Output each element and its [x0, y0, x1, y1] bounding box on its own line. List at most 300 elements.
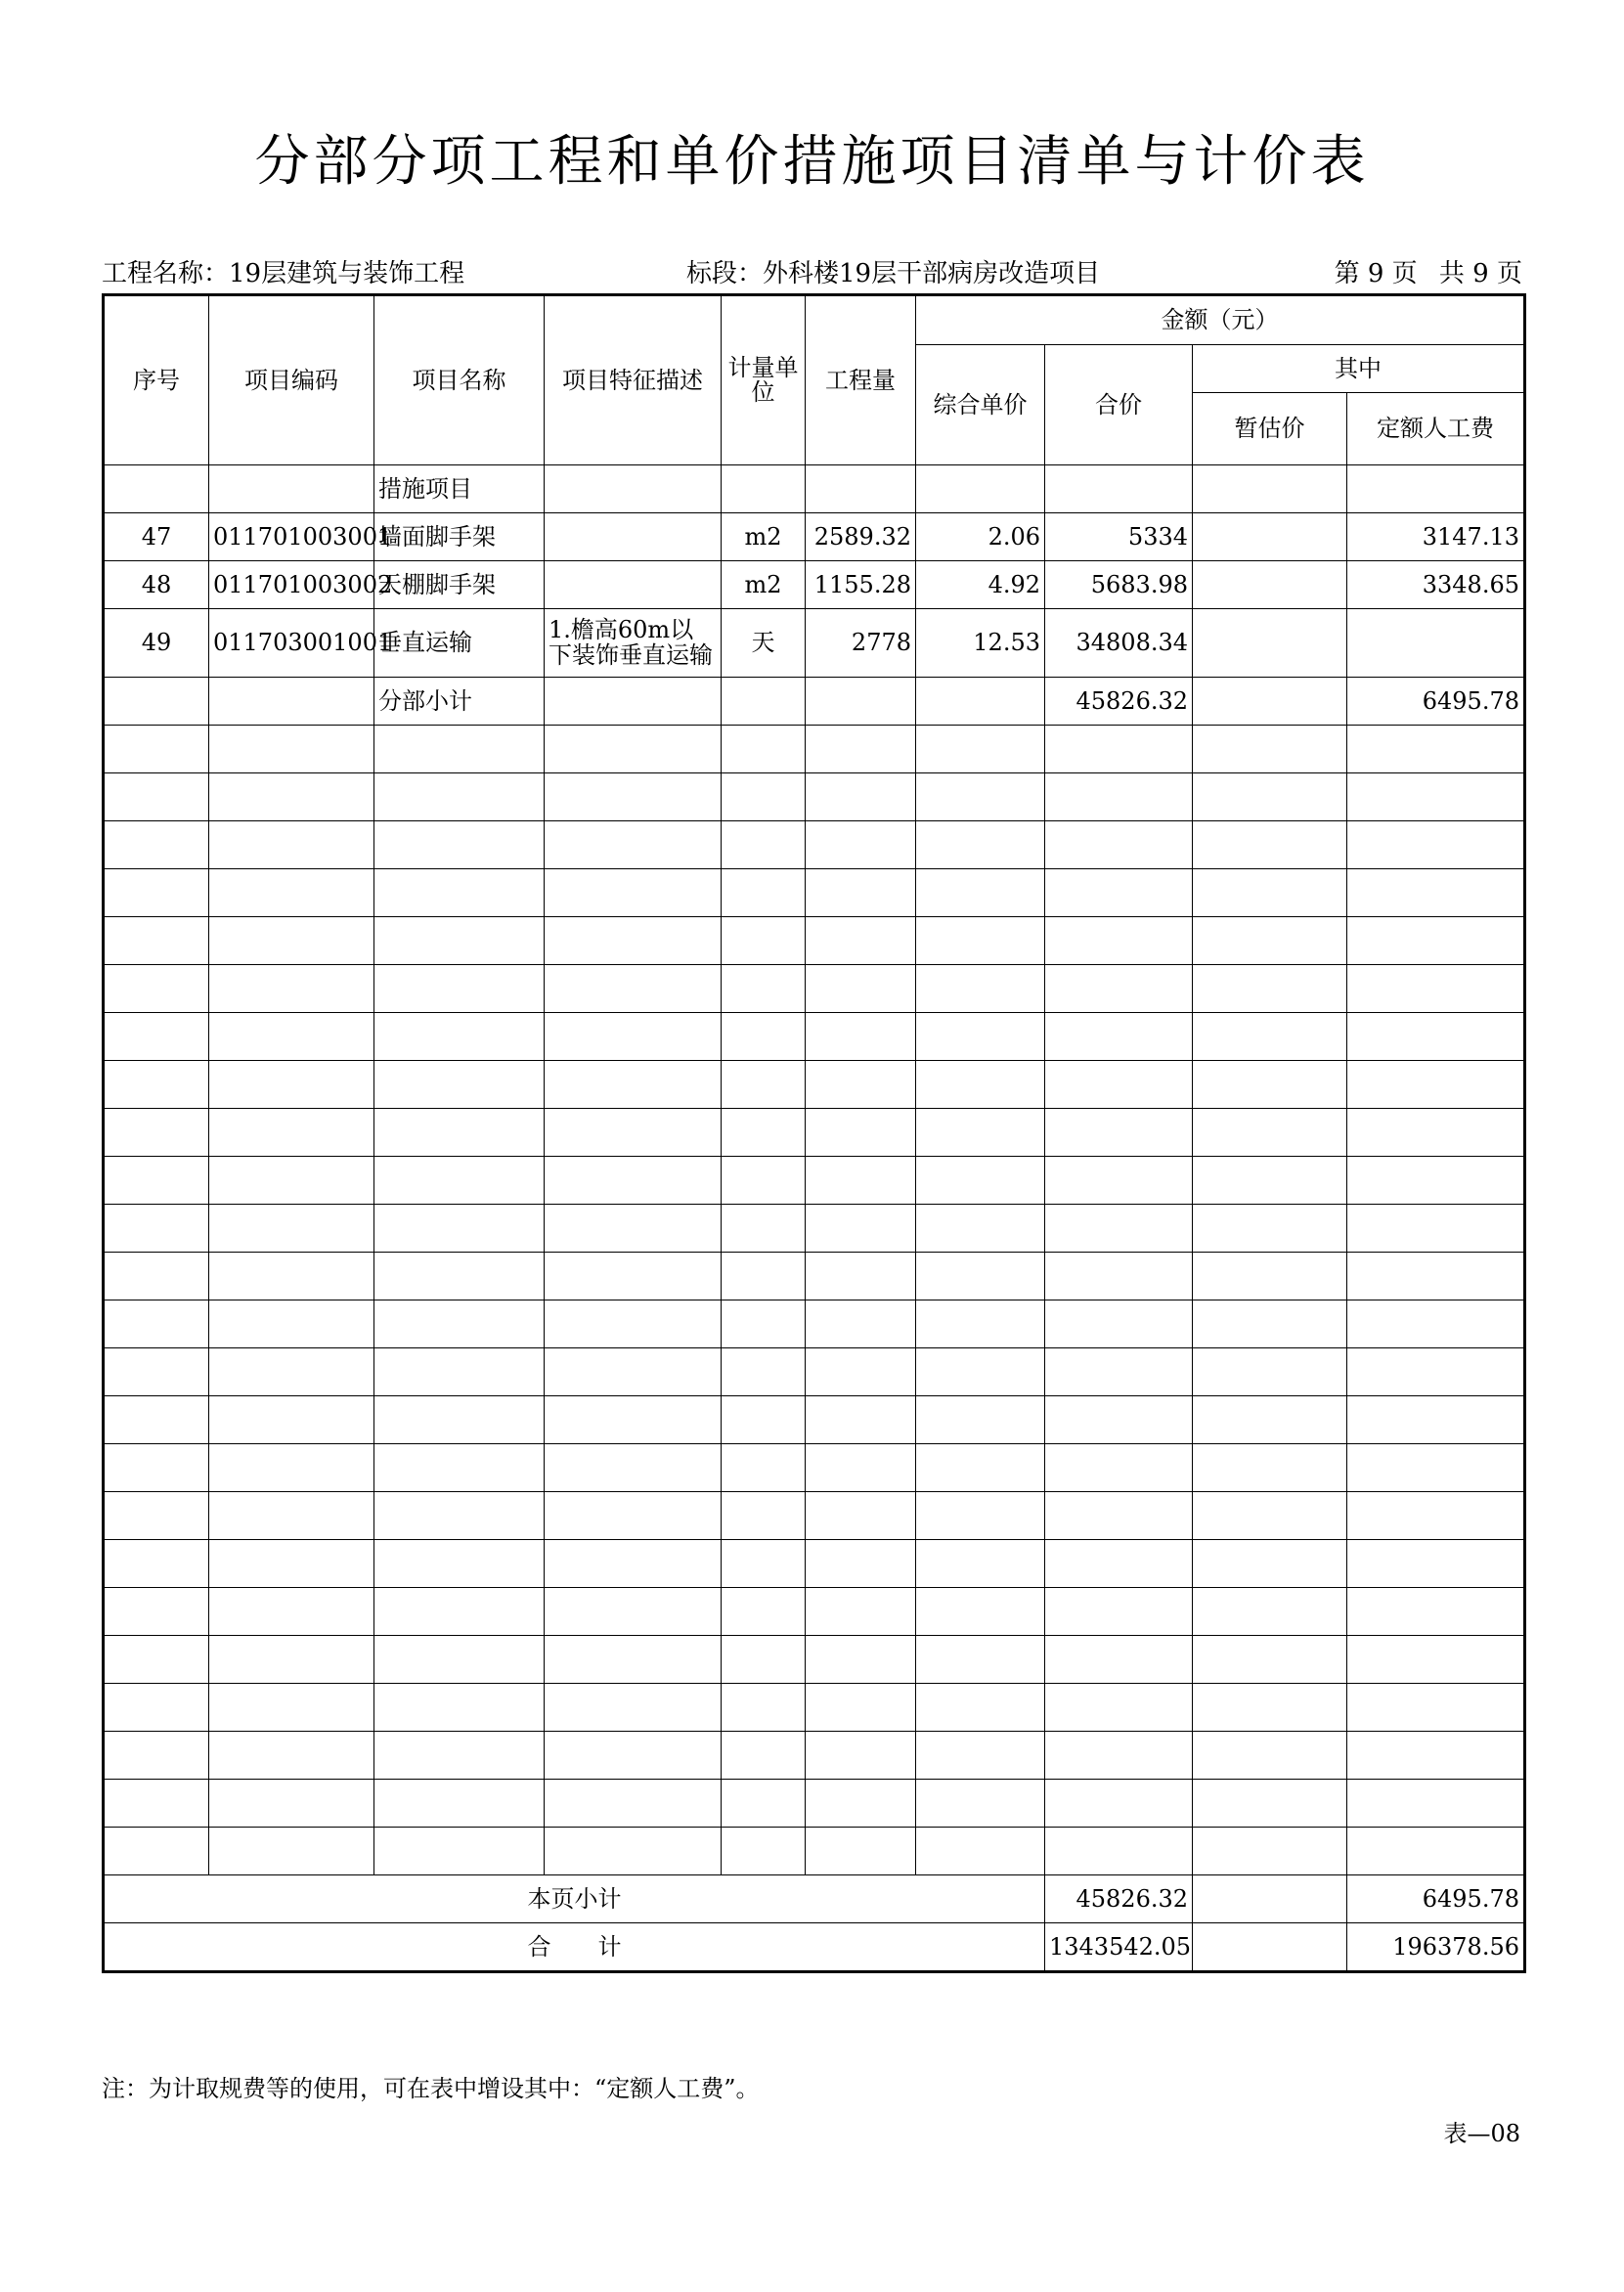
blank-cell	[806, 1013, 916, 1061]
cell-unit-price: 2.06	[916, 513, 1045, 561]
blank-cell	[545, 965, 722, 1013]
blank-cell	[1347, 1780, 1525, 1828]
page-subtotal-labor: 6495.78	[1347, 1875, 1525, 1923]
blank-cell	[722, 1348, 806, 1396]
blank-cell	[104, 821, 209, 869]
blank-cell	[722, 1588, 806, 1636]
blank-cell	[806, 1253, 916, 1300]
cell-unit-price	[916, 465, 1045, 513]
blank-cell	[104, 1444, 209, 1492]
blank-cell	[104, 773, 209, 821]
header-name: 项目名称	[374, 295, 545, 465]
blank-cell	[209, 726, 374, 773]
cell-provisional	[1193, 561, 1347, 609]
blank-cell	[374, 1588, 545, 1636]
cell-desc	[545, 561, 722, 609]
blank-cell	[209, 1253, 374, 1300]
blank-cell	[1045, 726, 1193, 773]
blank-cell	[104, 869, 209, 917]
blank-cell	[1193, 1732, 1347, 1780]
page-subtotal-provisional	[1193, 1875, 1347, 1923]
cell-labor	[1347, 609, 1525, 678]
blank-cell	[374, 1540, 545, 1588]
blank-cell	[806, 1780, 916, 1828]
grand-total-provisional	[1193, 1923, 1347, 1972]
blank-cell	[1045, 1396, 1193, 1444]
blank-cell	[209, 1157, 374, 1205]
cell-labor: 3348.65	[1347, 561, 1525, 609]
blank-cell	[1347, 1253, 1525, 1300]
blank-cell	[545, 821, 722, 869]
blank-row	[104, 1061, 1525, 1109]
page-subtotal-row	[104, 1875, 1525, 1923]
cell-name: 天棚脚手架	[374, 561, 545, 609]
cell-provisional	[1193, 465, 1347, 513]
blank-cell	[722, 1684, 806, 1732]
blank-row	[104, 869, 1525, 917]
page-subtotal-label: 本页小计	[104, 1875, 1045, 1923]
blank-row	[104, 1636, 1525, 1684]
blank-cell	[374, 1109, 545, 1157]
blank-cell	[1193, 1588, 1347, 1636]
pricing-table	[102, 293, 1526, 1973]
blank-cell	[1347, 1636, 1525, 1684]
blank-cell	[545, 1492, 722, 1540]
blank-cell	[545, 1109, 722, 1157]
blank-cell	[916, 1492, 1045, 1540]
blank-cell	[722, 965, 806, 1013]
blank-cell	[209, 1588, 374, 1636]
blank-cell	[374, 965, 545, 1013]
blank-cell	[916, 1684, 1045, 1732]
blank-cell	[722, 1732, 806, 1780]
blank-cell	[209, 1444, 374, 1492]
blank-cell	[722, 1828, 806, 1875]
blank-cell	[1347, 1828, 1525, 1875]
blank-cell	[916, 1396, 1045, 1444]
blank-cell	[1347, 965, 1525, 1013]
blank-row	[104, 821, 1525, 869]
blank-cell	[1193, 1300, 1347, 1348]
cell-desc: 1.檐高60m以下装饰垂直运输	[545, 609, 722, 678]
blank-cell	[722, 1540, 806, 1588]
blank-cell	[916, 1444, 1045, 1492]
header-unit: 计量单位	[722, 295, 806, 465]
cell-code: 011703001001	[209, 609, 374, 678]
blank-cell	[1193, 1444, 1347, 1492]
section-name: 标段：外科楼19层干部病房改造项目	[686, 259, 1101, 288]
blank-cell	[209, 1013, 374, 1061]
blank-cell	[1045, 1780, 1193, 1828]
blank-cell	[209, 773, 374, 821]
blank-cell	[722, 1013, 806, 1061]
blank-cell	[545, 1588, 722, 1636]
cell-unit: 天	[722, 609, 806, 678]
blank-cell	[1045, 1588, 1193, 1636]
blank-cell	[806, 1492, 916, 1540]
blank-cell	[104, 965, 209, 1013]
blank-cell	[209, 1492, 374, 1540]
page-title: 分部分项工程和单价措施项目清单与计价表	[254, 130, 1370, 194]
blank-cell	[374, 1205, 545, 1253]
blank-cell	[806, 773, 916, 821]
blank-cell	[374, 1444, 545, 1492]
blank-cell	[104, 1492, 209, 1540]
blank-cell	[1193, 1828, 1347, 1875]
blank-cell	[806, 1732, 916, 1780]
blank-cell	[1045, 1492, 1193, 1540]
header-of-which: 其中	[1193, 345, 1525, 393]
blank-cell	[374, 1396, 545, 1444]
blank-cell	[1045, 773, 1193, 821]
blank-cell	[104, 1780, 209, 1828]
blank-cell	[545, 1780, 722, 1828]
blank-cell	[1193, 1780, 1347, 1828]
cell-qty	[806, 678, 916, 726]
blank-cell	[1045, 1732, 1193, 1780]
cell-desc	[545, 465, 722, 513]
blank-cell	[722, 1780, 806, 1828]
blank-row	[104, 1540, 1525, 1588]
blank-cell	[1045, 1444, 1193, 1492]
blank-cell	[209, 1684, 374, 1732]
blank-row	[104, 1157, 1525, 1205]
blank-cell	[1193, 1205, 1347, 1253]
blank-cell	[1347, 1540, 1525, 1588]
blank-cell	[1347, 869, 1525, 917]
blank-cell	[1193, 1013, 1347, 1061]
blank-cell	[545, 1157, 722, 1205]
blank-cell	[916, 1540, 1045, 1588]
blank-cell	[1347, 1732, 1525, 1780]
blank-cell	[104, 1684, 209, 1732]
blank-row	[104, 917, 1525, 965]
header-labor: 定额人工费	[1347, 393, 1525, 465]
blank-cell	[1347, 1348, 1525, 1396]
cell-total: 34808.34	[1045, 609, 1193, 678]
blank-cell	[209, 821, 374, 869]
blank-cell	[374, 821, 545, 869]
blank-cell	[722, 821, 806, 869]
blank-cell	[1347, 1061, 1525, 1109]
blank-cell	[1045, 1061, 1193, 1109]
blank-cell	[806, 1348, 916, 1396]
blank-cell	[1045, 917, 1193, 965]
blank-cell	[545, 1205, 722, 1253]
cell-qty	[806, 465, 916, 513]
blank-cell	[374, 1157, 545, 1205]
blank-cell	[545, 1684, 722, 1732]
blank-cell	[1347, 1157, 1525, 1205]
blank-row	[104, 1732, 1525, 1780]
blank-cell	[806, 1684, 916, 1732]
blank-cell	[1045, 821, 1193, 869]
blank-cell	[209, 1205, 374, 1253]
blank-cell	[916, 1300, 1045, 1348]
blank-row	[104, 773, 1525, 821]
table-row	[104, 513, 1525, 561]
blank-cell	[916, 773, 1045, 821]
blank-cell	[806, 1828, 916, 1875]
cell-seq: 47	[104, 513, 209, 561]
blank-cell	[545, 773, 722, 821]
blank-cell	[916, 1157, 1045, 1205]
page-subtotal-total: 45826.32	[1045, 1875, 1193, 1923]
blank-row	[104, 1780, 1525, 1828]
blank-cell	[1193, 1109, 1347, 1157]
blank-cell	[374, 1732, 545, 1780]
blank-cell	[806, 1588, 916, 1636]
blank-cell	[209, 1348, 374, 1396]
blank-cell	[104, 1828, 209, 1875]
cell-unit	[722, 678, 806, 726]
cell-name: 措施项目	[374, 465, 545, 513]
footnote: 注：为计取规费等的使用，可在表中增设其中：“定额人工费”。	[102, 2075, 760, 2102]
blank-cell	[916, 821, 1045, 869]
blank-cell	[374, 726, 545, 773]
cell-total	[1045, 465, 1193, 513]
blank-cell	[1193, 965, 1347, 1013]
blank-cell	[545, 1828, 722, 1875]
blank-cell	[722, 1396, 806, 1444]
blank-cell	[1045, 1253, 1193, 1300]
cell-qty: 1155.28	[806, 561, 916, 609]
cell-seq	[104, 678, 209, 726]
blank-row	[104, 1205, 1525, 1253]
blank-cell	[104, 917, 209, 965]
blank-cell	[1347, 726, 1525, 773]
blank-cell	[1045, 1013, 1193, 1061]
blank-cell	[722, 726, 806, 773]
blank-cell	[806, 965, 916, 1013]
blank-cell	[916, 1109, 1045, 1157]
blank-cell	[545, 1253, 722, 1300]
table-row	[104, 561, 1525, 609]
blank-cell	[545, 1444, 722, 1492]
blank-cell	[545, 1396, 722, 1444]
cell-desc	[545, 513, 722, 561]
cell-unit-price: 4.92	[916, 561, 1045, 609]
blank-cell	[1193, 1540, 1347, 1588]
blank-cell	[806, 869, 916, 917]
blank-cell	[374, 773, 545, 821]
blank-cell	[545, 1061, 722, 1109]
blank-cell	[1045, 1157, 1193, 1205]
blank-cell	[104, 1300, 209, 1348]
blank-cell	[722, 869, 806, 917]
grand-total-total: 1343542.05	[1045, 1923, 1193, 1972]
blank-cell	[374, 1013, 545, 1061]
blank-cell	[374, 1636, 545, 1684]
blank-row	[104, 1396, 1525, 1444]
blank-cell	[722, 1205, 806, 1253]
cell-unit: m2	[722, 561, 806, 609]
header-unit-price: 综合单价	[916, 345, 1045, 465]
cell-code	[209, 465, 374, 513]
blank-cell	[1045, 1828, 1193, 1875]
blank-cell	[916, 965, 1045, 1013]
blank-cell	[545, 869, 722, 917]
grand-total-label: 合 计	[104, 1923, 1045, 1972]
blank-cell	[916, 1348, 1045, 1396]
blank-cell	[1347, 1492, 1525, 1540]
cell-code: 011701003002	[209, 561, 374, 609]
blank-cell	[545, 1540, 722, 1588]
page-total: 共 9 页	[1438, 259, 1522, 288]
blank-cell	[806, 1300, 916, 1348]
blank-cell	[374, 1492, 545, 1540]
blank-cell	[1193, 726, 1347, 773]
blank-cell	[916, 1588, 1045, 1636]
blank-cell	[1045, 1348, 1193, 1396]
blank-cell	[916, 1013, 1045, 1061]
blank-cell	[1193, 1636, 1347, 1684]
cell-seq: 49	[104, 609, 209, 678]
blank-row	[104, 1109, 1525, 1157]
header-provisional: 暂估价	[1193, 393, 1347, 465]
blank-row	[104, 1013, 1525, 1061]
blank-cell	[1347, 821, 1525, 869]
project-name: 工程名称：19层建筑与装饰工程	[102, 259, 465, 288]
blank-cell	[1045, 1636, 1193, 1684]
blank-cell	[104, 1636, 209, 1684]
blank-cell	[1193, 1492, 1347, 1540]
blank-cell	[374, 1253, 545, 1300]
blank-cell	[806, 1061, 916, 1109]
page-current: 第 9 页	[1334, 259, 1418, 288]
blank-cell	[1045, 1540, 1193, 1588]
blank-cell	[209, 1732, 374, 1780]
blank-cell	[104, 1732, 209, 1780]
table-tag: 表—08	[1443, 2120, 1520, 2147]
blank-cell	[722, 773, 806, 821]
blank-cell	[722, 1253, 806, 1300]
blank-cell	[209, 1780, 374, 1828]
cell-qty: 2778	[806, 609, 916, 678]
cell-code: 011701003001	[209, 513, 374, 561]
blank-cell	[1193, 1253, 1347, 1300]
blank-cell	[1347, 1013, 1525, 1061]
blank-cell	[1193, 1061, 1347, 1109]
blank-cell	[374, 1061, 545, 1109]
blank-cell	[806, 1636, 916, 1684]
blank-cell	[209, 917, 374, 965]
blank-cell	[806, 917, 916, 965]
blank-cell	[545, 1013, 722, 1061]
blank-cell	[722, 1444, 806, 1492]
table-row	[104, 678, 1525, 726]
header-qty: 工程量	[806, 295, 916, 465]
blank-cell	[806, 1205, 916, 1253]
blank-cell	[545, 1636, 722, 1684]
blank-cell	[722, 1061, 806, 1109]
blank-cell	[374, 869, 545, 917]
blank-cell	[545, 1732, 722, 1780]
blank-cell	[806, 1157, 916, 1205]
blank-cell	[1193, 917, 1347, 965]
blank-cell	[209, 1396, 374, 1444]
cell-name: 分部小计	[374, 678, 545, 726]
blank-row	[104, 1588, 1525, 1636]
blank-row	[104, 965, 1525, 1013]
table-row	[104, 465, 1525, 513]
blank-cell	[806, 1109, 916, 1157]
blank-cell	[104, 1205, 209, 1253]
grand-total-row	[104, 1923, 1525, 1972]
blank-cell	[104, 1588, 209, 1636]
blank-cell	[1045, 1109, 1193, 1157]
blank-cell	[806, 726, 916, 773]
blank-cell	[104, 1013, 209, 1061]
cell-unit: m2	[722, 513, 806, 561]
blank-cell	[209, 869, 374, 917]
blank-cell	[104, 726, 209, 773]
blank-cell	[916, 1253, 1045, 1300]
header-seq: 序号	[104, 295, 209, 465]
blank-cell	[374, 1780, 545, 1828]
blank-row	[104, 1492, 1525, 1540]
cell-provisional	[1193, 513, 1347, 561]
blank-cell	[374, 1684, 545, 1732]
blank-cell	[722, 917, 806, 965]
blank-cell	[209, 1828, 374, 1875]
blank-cell	[1045, 1684, 1193, 1732]
cell-name: 垂直运输	[374, 609, 545, 678]
blank-cell	[545, 917, 722, 965]
cell-labor	[1347, 465, 1525, 513]
blank-cell	[1347, 1205, 1525, 1253]
blank-cell	[545, 1300, 722, 1348]
blank-cell	[1347, 1588, 1525, 1636]
cell-total: 5334	[1045, 513, 1193, 561]
blank-cell	[722, 1109, 806, 1157]
cell-provisional	[1193, 678, 1347, 726]
blank-cell	[374, 1828, 545, 1875]
blank-cell	[722, 1300, 806, 1348]
blank-cell	[722, 1492, 806, 1540]
blank-cell	[1193, 1157, 1347, 1205]
blank-cell	[1193, 1396, 1347, 1444]
blank-cell	[806, 821, 916, 869]
blank-row	[104, 1444, 1525, 1492]
blank-cell	[916, 726, 1045, 773]
blank-cell	[374, 917, 545, 965]
blank-cell	[1045, 1205, 1193, 1253]
blank-row	[104, 726, 1525, 773]
blank-cell	[1045, 1300, 1193, 1348]
blank-cell	[374, 1348, 545, 1396]
cell-labor: 6495.78	[1347, 678, 1525, 726]
header-code: 项目编码	[209, 295, 374, 465]
blank-cell	[916, 1828, 1045, 1875]
blank-cell	[1347, 917, 1525, 965]
blank-cell	[209, 1109, 374, 1157]
blank-cell	[1347, 1396, 1525, 1444]
blank-cell	[209, 1540, 374, 1588]
blank-cell	[1347, 773, 1525, 821]
blank-row	[104, 1684, 1525, 1732]
cell-unit	[722, 465, 806, 513]
blank-cell	[1045, 965, 1193, 1013]
cell-provisional	[1193, 609, 1347, 678]
blank-row	[104, 1348, 1525, 1396]
blank-cell	[916, 917, 1045, 965]
cell-qty: 2589.32	[806, 513, 916, 561]
blank-cell	[806, 1444, 916, 1492]
blank-cell	[722, 1636, 806, 1684]
blank-cell	[209, 1300, 374, 1348]
blank-cell	[916, 1636, 1045, 1684]
